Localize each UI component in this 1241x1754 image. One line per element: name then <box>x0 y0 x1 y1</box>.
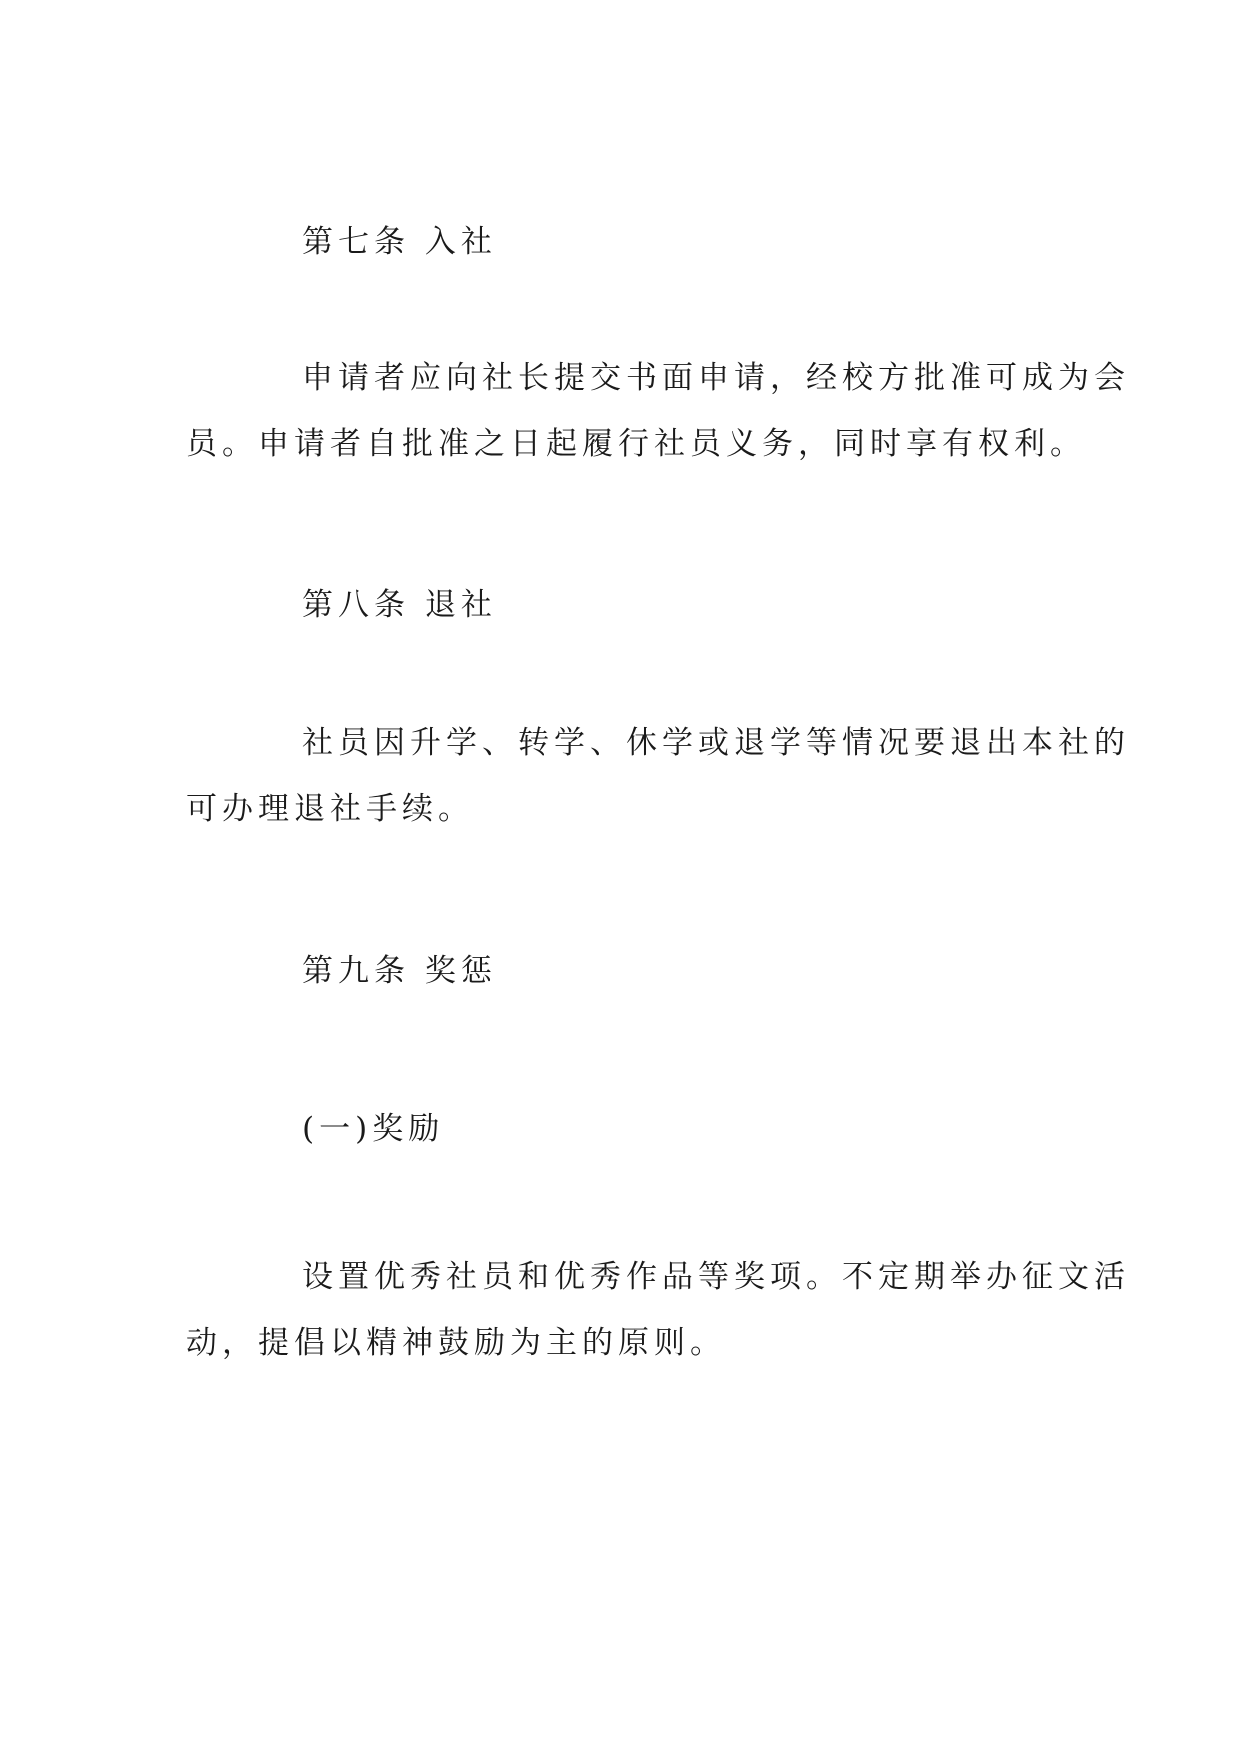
article-9-line-2: 动，提倡以精神鼓励为主的原则。 <box>186 1325 726 1361</box>
article-8-paragraph <box>186 710 1130 842</box>
article-8-line-1: 社员因升学、转学、休学或退学等情况要退出本社的 <box>302 725 1130 761</box>
article-9-heading: 第九条 奖惩 <box>302 953 497 989</box>
article-7-paragraph <box>186 345 1130 477</box>
article-9-paragraph <box>186 1244 1130 1376</box>
article-7-heading: 第七条 入社 <box>302 224 497 260</box>
article-7-line-2: 员。申请者自批准之日起履行社员义务，同时享有权利。 <box>186 426 1086 462</box>
article-9-subheading: (一)奖励 <box>302 1111 445 1147</box>
article-7-line-1: 申请者应向社长提交书面申请，经校方批准可成为会 <box>302 360 1130 396</box>
article-8-line-2: 可办理退社手续。 <box>186 791 474 827</box>
article-9-line-1: 设置优秀社员和优秀作品等奖项。不定期举办征文活 <box>302 1259 1130 1295</box>
article-8-heading: 第八条 退社 <box>302 587 497 623</box>
